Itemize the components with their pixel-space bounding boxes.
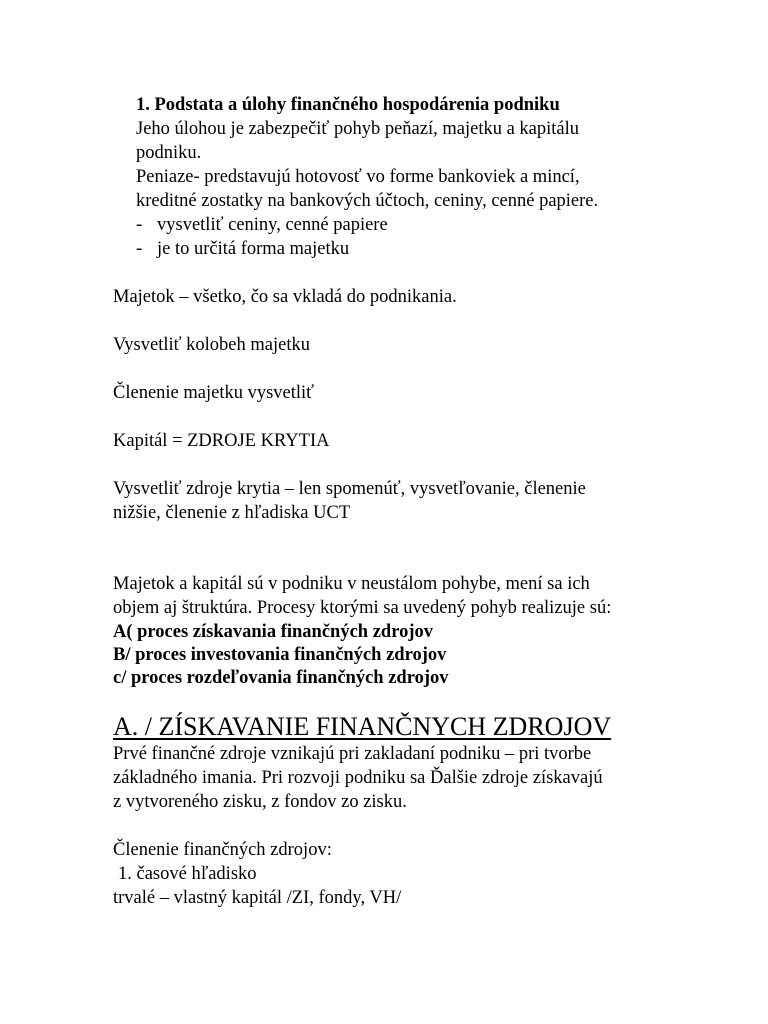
processes-intro-line-2: objem aj štruktúra. Procesy ktorými sa uvedený pohyb realizuje sú: — [113, 598, 612, 618]
note-clenenie-majetku: Členenie majetku vysvetliť — [113, 383, 315, 403]
note-kapital: Kapitál = ZDROJE KRYTIA — [113, 431, 330, 451]
bullet-text-2: je to určitá forma majetku — [157, 239, 350, 259]
bullet-dash-1: - — [136, 215, 143, 235]
section-1-line-2: podniku. — [136, 143, 202, 163]
process-item-c: c/ proces rozdeľovania finančných zdrojov — [113, 668, 449, 688]
section-1-title: 1. Podstata a úlohy finančného hospodárenia podniku — [136, 95, 560, 115]
note-kolobeh: Vysvetliť kolobeh majetku — [113, 335, 310, 355]
section-a-heading: A. / ZÍSKAVANIE FINANČNYCH ZDROJOV — [113, 712, 612, 741]
section-a-line-3: z vytvoreného zisku, z fondov zo zisku. — [113, 792, 407, 812]
section-1-line-1: Jeho úlohou je zabezpečiť pohyb peňazí, majetku a kapitálu — [136, 119, 580, 139]
processes-intro-line-1: Majetok a kapitál sú v podniku v neustálom pohybe, mení sa ich — [113, 574, 590, 594]
bullet-dash-2: - — [136, 239, 143, 259]
section-a-line-2: základného imania. Pri rozvoji podniku sa Ďalšie zdroje získavajú — [113, 768, 603, 788]
process-item-a: A( proces získavania finančných zdrojov — [113, 622, 433, 642]
section-1-line-3: Peniaze- predstavujú hotovosť vo forme bankoviek a mincí, — [136, 167, 580, 187]
clenenie-title: Členenie finančných zdrojov: — [113, 840, 332, 860]
process-item-b: B/ proces investovania finančných zdrojov — [113, 645, 447, 665]
section-1-line-4: kreditné zostatky na bankových účtoch, ceniny, cenné papiere. — [136, 191, 599, 211]
bullet-text-1: vysvetliť ceniny, cenné papiere — [157, 215, 388, 235]
clenenie-trvale: trvalé – vlastný kapitál /ZI, fondy, VH/ — [113, 888, 402, 908]
note-zdroje-line-2: nižšie, členenie z hľadiska UCT — [113, 503, 351, 523]
section-a-line-1: Prvé finančné zdroje vznikajú pri zakladaní podniku – pri tvorbe — [113, 744, 592, 764]
clenenie-list-item-1: 1. časové hľadisko — [118, 864, 257, 884]
note-majetok: Majetok – všetko, čo sa vkladá do podnikania. — [113, 287, 457, 307]
note-zdroje-line-1: Vysvetliť zdroje krytia – len spomenúť, vysvetľovanie, členenie — [113, 479, 586, 499]
